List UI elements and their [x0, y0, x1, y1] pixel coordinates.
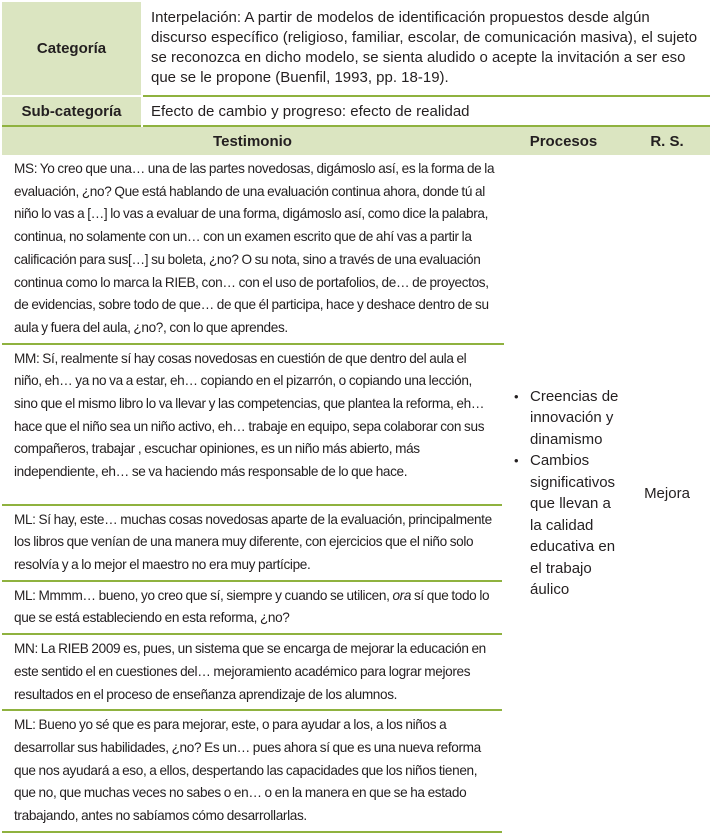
testimony-1: MS: Yo creo que una… una de las partes novedosas, digámoslo así, es la forma de la evaluación, ¿no? Que está hablando de una evaluación continua ahora, donde tú al niño lo vas a […] lo vas a evaluar de una forma, digámoslo así, como dice la palabra, continua, no solamente con un… con un examen escrito que de ahí vas a partir la calificación para sus[…] su boleta, ¿no? O su nota, sino a través de una evaluación continua como lo marca la RIEB, con… con el uso de portafolios, de… de proyectos, de evidencias, sobre todo de que… de que él participa, hace y deshace dentro de su aula y fuera del aula, ¿no?, con lo que aprendes. — [2, 155, 503, 344]
column-header-row — [2, 126, 710, 155]
subcategoria-label: Sub-categoría — [2, 96, 142, 126]
proceso-item — [514, 450, 620, 601]
procesos-list — [504, 386, 620, 601]
testimony-4 — [2, 581, 503, 634]
proceso-text: Creencias de innovación y dinamismo — [530, 387, 619, 448]
testimony-row — [2, 155, 710, 344]
rs-header: R. S. — [624, 126, 710, 155]
subcategoria-value: Efecto de cambio y progreso: efecto de realidad — [142, 96, 710, 126]
testimony-4-start: ML: Mmmm… bueno, yo creo que sí, siempre y cuando se utilicen, — [14, 587, 393, 603]
analysis-table — [2, 2, 710, 833]
subcategoria-row — [2, 96, 710, 126]
procesos-cell — [503, 155, 624, 832]
proceso-text: Cambios significativos que llevan a la calidad educativa en el trabajo áulico — [530, 452, 616, 599]
testimonio-header: Testimonio — [2, 126, 503, 155]
bullet-icon: • — [514, 453, 519, 469]
proceso-item — [514, 386, 620, 451]
testimony-4-end: sí que todo lo que se está estableciendo en esta reforma, ¿no? — [14, 587, 490, 626]
testimony-2: MM: Sí, realmente sí hay cosas novedosas en cuestión de que dentro del aula el niño, eh… ya no va a estar, eh… copiando en el pizarrón, o copiando una lección, sino que el mismo libro lo va llevar y las competencias, que plantea la reforma, eh… hace que el niño sea un niño activo, eh… trabaje en equipo, sepa colaborar con sus compañeros, trabajar , escuchar opiniones, es un niño más abierto, más independiente, eh… se va haciendo más responsable de lo que hace. — [2, 344, 503, 505]
testimony-6: ML: Bueno yo sé que es para mejorar, este, o para ayudar a los, a los niños a desarrollar sus habilidades, ¿no? Es un… pues ahora sí que es una nueva reforma que nos ayudará a eso, a ellos, despertando las capacidades que los niños tienen, que no, que muchas veces no sabes o en… o en la manera en que se ha estado trabajando, antes no sabíamos cómo desarrollarlas. — [2, 710, 503, 832]
bullet-icon: • — [514, 388, 519, 404]
procesos-header: Procesos — [503, 126, 624, 155]
categoria-row — [2, 2, 710, 96]
testimony-5: MN: La RIEB 2009 es, pues, un sistema que se encarga de mejorar la educación en este sentido el en cuestiones del… mejoramiento académico para lograr mejores resultados en el proceso de enseñanza aprendizaje de los alumnos. — [2, 634, 503, 710]
testimony-4-italic: ora — [392, 587, 412, 603]
document-page — [2, 2, 710, 824]
testimony-3: ML: Sí hay, este… muchas cosas novedosas aparte de la evaluación, principalmente los libros que venían de una manera muy diferente, con ejercicios que el niño solo resolvía y a lo mejor el maestro no era muy partícipe. — [2, 505, 503, 581]
categoria-definition: Interpelación: A partir de modelos de identificación propuestos desde algún discurso específico (religioso, familiar, escolar, de comunicación masiva), el sujeto se reconozca en dicho modelo, se sienta aludido o acepte la invitación a ser eso que se le propone (Buenfil, 1993, pp. 18-19). — [142, 2, 710, 96]
rs-cell: Mejora — [644, 484, 690, 502]
categoria-label: Categoría — [2, 2, 142, 96]
